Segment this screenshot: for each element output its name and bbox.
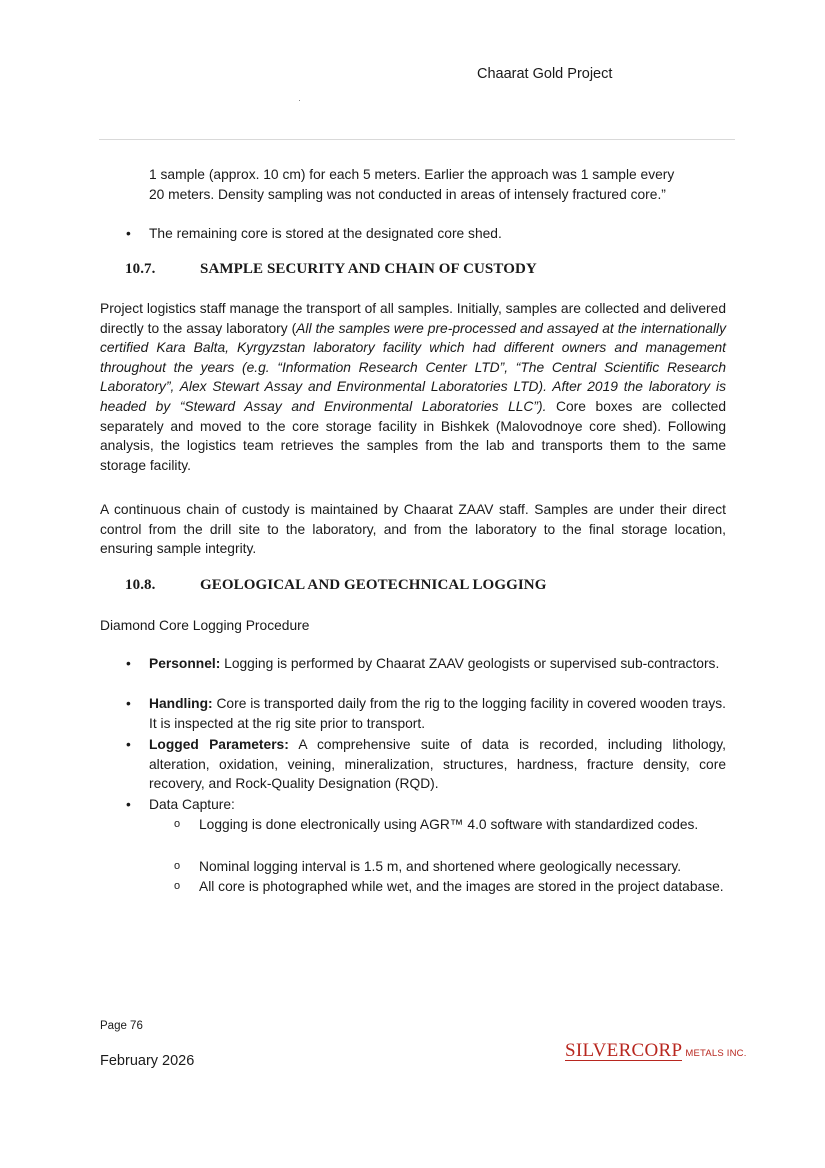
bullet-core-storage: The remaining core is stored at the designated core shed. bbox=[149, 226, 502, 241]
para1-italic: All the samples were pre-processed and assayed at the internationally certified Kara Balta, Kyrgyzstan laboratory facility which had different owners and management throughout the years (e.g. “Information Research Center LTD”, “The Central Scientific Research Laboratory”, Alex Stewart Assay and Environmental Laboratories LTD). After 2019 the laboratory is headed by “Steward Assay and Environmental Laboratories LLC”). bbox=[100, 320, 726, 414]
bullet-label: Personnel: bbox=[149, 656, 221, 671]
page-number: Page 76 bbox=[100, 1020, 143, 1032]
bullet-data-capture: Data Capture: bbox=[149, 797, 235, 812]
bullet-logged-parameters bbox=[149, 735, 726, 794]
logo-main-text: SILVERCORP bbox=[565, 1040, 683, 1061]
bullet-text: Logging is performed by Chaarat ZAAV geologists or supervised sub-contractors. bbox=[220, 656, 720, 671]
bullet-marker: • bbox=[126, 696, 131, 711]
bullet-label: Handling: bbox=[149, 696, 213, 711]
header-rule bbox=[99, 139, 735, 140]
sub-bullet-marker: o bbox=[174, 880, 181, 892]
section-number: 10.7. bbox=[125, 261, 156, 277]
header-dot bbox=[299, 100, 300, 101]
para1-end: Core boxes are collected separately and moved to the core storage facility in Bishkek (Malovodnoye core shed). Following analysis, the logistics team retrieves the samples from the lab and transports them to the same storage facility. bbox=[100, 398, 726, 473]
bullet-text: A comprehensive suite of data is recorded, including lithology, alteration, oxidation, veining, mineralization, structures, hardness, fracture density, core recovery, and Rock-Quality Designation (RQD). bbox=[149, 737, 726, 792]
logging-subheading: Diamond Core Logging Procedure bbox=[100, 618, 310, 633]
section-10-8-heading bbox=[125, 577, 547, 594]
bullet-marker: • bbox=[126, 797, 131, 812]
section-number: 10.8. bbox=[125, 577, 156, 593]
bullet-handling bbox=[149, 694, 726, 733]
bullet-marker: • bbox=[126, 656, 131, 671]
header-title: Chaarat Gold Project bbox=[477, 66, 613, 82]
section-title: GEOLOGICAL AND GEOTECHNICAL LOGGING bbox=[200, 577, 547, 593]
sub-bullet-electronic-logging: Logging is done electronically using AGR™ 4.0 software with standardized codes. bbox=[199, 817, 699, 832]
continued-quote-line2: 20 meters. Density sampling was not conducted in areas of intensely fractured core.” bbox=[149, 186, 666, 202]
sub-bullet-marker: o bbox=[174, 860, 181, 872]
bullet-text: Core is transported daily from the rig to the logging facility in covered wooden trays. It is inspected at the rig site prior to transport. bbox=[149, 696, 726, 731]
para1-start: Project logistics staff manage the transport of all samples. Initially, samples are collected and delivered directly to the assay laboratory ( bbox=[100, 301, 726, 336]
custody-paragraph-1 bbox=[100, 299, 726, 475]
section-title: SAMPLE SECURITY AND CHAIN OF CUSTODY bbox=[200, 261, 537, 277]
footer-date: February 2026 bbox=[100, 1053, 195, 1069]
sub-bullet-marker: o bbox=[174, 818, 181, 830]
sub-bullet-photography: All core is photographed while wet, and the images are stored in the project database. bbox=[199, 879, 724, 894]
continued-quote-line1: 1 sample (approx. 10 cm) for each 5 meters. Earlier the approach was 1 sample every bbox=[149, 167, 675, 182]
sub-bullet-logging-interval: Nominal logging interval is 1.5 m, and shortened where geologically necessary. bbox=[199, 859, 682, 874]
bullet-personnel bbox=[149, 654, 726, 674]
continued-quote bbox=[149, 165, 726, 204]
bullet-label: Logged Parameters: bbox=[149, 737, 289, 752]
silvercorp-logo bbox=[565, 1041, 747, 1061]
logo-sub-text: METALS INC. bbox=[685, 1048, 747, 1059]
custody-paragraph-2: A continuous chain of custody is maintained by Chaarat ZAAV staff. Samples are under their direct control from the drill site to the laboratory, and from the laboratory to the final storage location, ensuring sample integrity. bbox=[100, 502, 726, 557]
bullet-marker: • bbox=[126, 737, 131, 752]
section-10-7-heading bbox=[125, 261, 537, 278]
bullet-marker: • bbox=[126, 226, 131, 241]
